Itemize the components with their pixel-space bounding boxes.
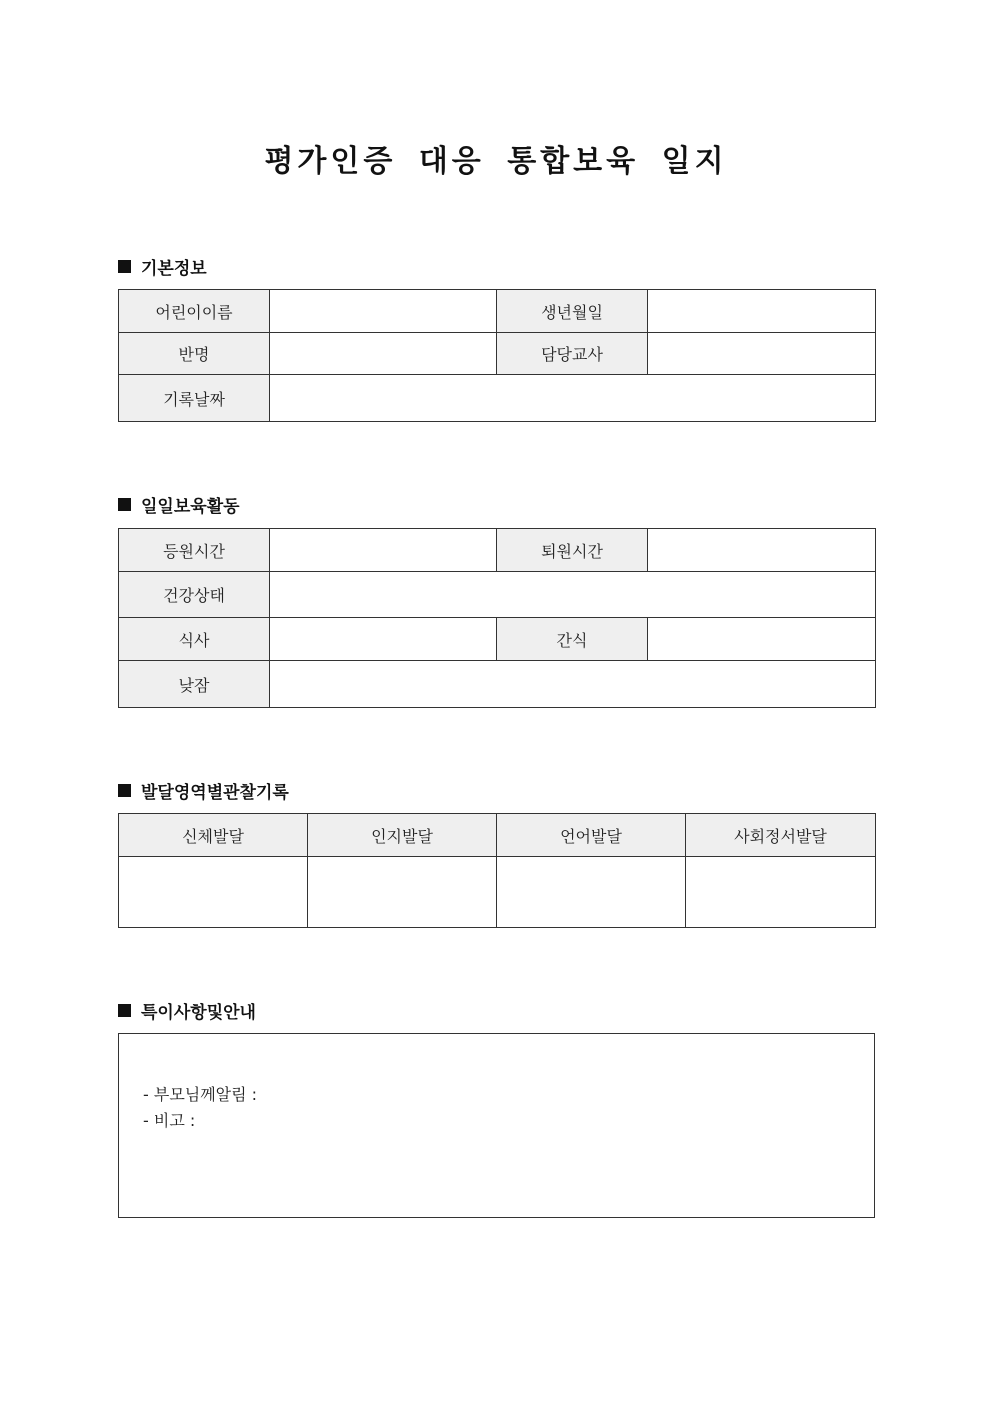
class-name-field[interactable] bbox=[270, 333, 497, 375]
physical-development-field[interactable] bbox=[119, 857, 308, 928]
remarks-line: - 비고 : bbox=[143, 1111, 196, 1130]
table-row bbox=[119, 661, 876, 708]
child-name-field[interactable] bbox=[270, 290, 497, 333]
health-status-field[interactable] bbox=[270, 572, 876, 618]
column-header-cognitive: 인지발달 bbox=[308, 814, 497, 857]
record-date-field[interactable] bbox=[270, 375, 876, 422]
table-row bbox=[119, 375, 876, 422]
teacher-field[interactable] bbox=[648, 333, 876, 375]
section-heading-label: 기본정보 bbox=[141, 259, 207, 279]
label-nap: 낮잠 bbox=[119, 661, 270, 708]
column-header-language: 언어발달 bbox=[497, 814, 686, 857]
square-bullet-icon bbox=[118, 1004, 131, 1017]
section-heading-basic-info bbox=[118, 254, 207, 279]
language-development-field[interactable] bbox=[497, 857, 686, 928]
label-departure-time: 퇴원시간 bbox=[497, 529, 648, 572]
label-teacher: 담당교사 bbox=[497, 333, 648, 375]
label-arrival-time: 등원시간 bbox=[119, 529, 270, 572]
section-heading-label: 발달영역별관찰기록 bbox=[141, 783, 289, 803]
section-heading-label: 특이사항및안내 bbox=[141, 1003, 256, 1023]
basic-info-table bbox=[118, 289, 876, 422]
cognitive-development-field[interactable] bbox=[308, 857, 497, 928]
table-row bbox=[119, 529, 876, 572]
daily-activity-table bbox=[118, 528, 876, 708]
document-title: 평가인증 대응 통합보육 일지 bbox=[264, 144, 728, 179]
table-row bbox=[119, 572, 876, 618]
label-record-date: 기록날짜 bbox=[119, 375, 270, 422]
section-heading-label: 일일보육활동 bbox=[141, 497, 240, 517]
table-row bbox=[119, 857, 876, 928]
snack-field[interactable] bbox=[648, 618, 876, 661]
section-heading-notes bbox=[118, 998, 256, 1023]
column-header-social-emotional: 사회정서발달 bbox=[686, 814, 876, 857]
label-snack: 간식 bbox=[497, 618, 648, 661]
square-bullet-icon bbox=[118, 784, 131, 797]
square-bullet-icon bbox=[118, 260, 131, 273]
departure-time-field[interactable] bbox=[648, 529, 876, 572]
label-class-name: 반명 bbox=[119, 333, 270, 375]
development-table bbox=[118, 813, 876, 928]
label-birthdate: 생년월일 bbox=[497, 290, 648, 333]
birthdate-field[interactable] bbox=[648, 290, 876, 333]
notes-box[interactable] bbox=[118, 1033, 875, 1218]
section-heading-daily-activity bbox=[118, 492, 240, 517]
label-health-status: 건강상태 bbox=[119, 572, 270, 618]
meal-field[interactable] bbox=[270, 618, 497, 661]
column-header-physical: 신체발달 bbox=[119, 814, 308, 857]
parent-notice-line: - 부모님께알림 : bbox=[143, 1085, 258, 1104]
square-bullet-icon bbox=[118, 498, 131, 511]
nap-field[interactable] bbox=[270, 661, 876, 708]
table-row bbox=[119, 290, 876, 333]
label-child-name: 어린이이름 bbox=[119, 290, 270, 333]
section-heading-development bbox=[118, 778, 289, 803]
table-header-row bbox=[119, 814, 876, 857]
label-meal: 식사 bbox=[119, 618, 270, 661]
table-row bbox=[119, 333, 876, 375]
social-emotional-development-field[interactable] bbox=[686, 857, 876, 928]
table-row bbox=[119, 618, 876, 661]
arrival-time-field[interactable] bbox=[270, 529, 497, 572]
